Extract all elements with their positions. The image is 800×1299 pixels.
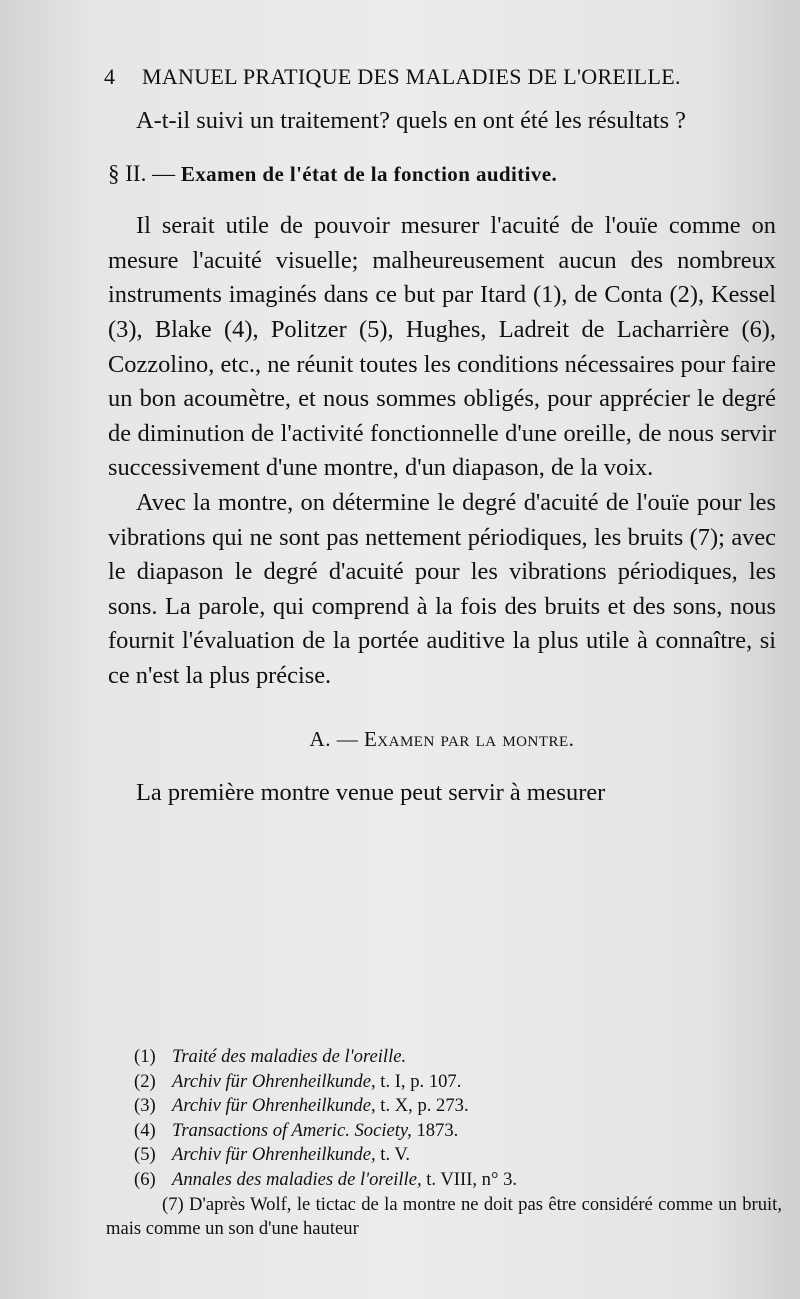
footnote-number: (4)	[134, 1119, 156, 1141]
subsection-heading	[108, 722, 776, 757]
footnote-title: Annales des maladies de l'oreille,	[172, 1168, 422, 1190]
footnote	[106, 1193, 782, 1242]
main-text	[108, 104, 776, 811]
paragraph-3: La première montre venue peut servir à mesurer	[136, 779, 606, 807]
paragraph-intro: A-t-il suivi un traitement? quels en ont été les résultats ?	[136, 107, 686, 134]
footnote-rest: t. V.	[375, 1144, 411, 1166]
footnote-title: Archiv für Ohrenheilkunde,	[172, 1070, 376, 1092]
footnote-rest: t. X, p. 273.	[375, 1095, 469, 1117]
footnote	[134, 1045, 782, 1070]
footnote-title: Traité des maladies de l'oreille.	[172, 1046, 407, 1067]
subsection-title: Examen par la montre.	[363, 726, 575, 751]
footnote	[134, 1094, 782, 1119]
paragraph-1: Il serait utile de pouvoir mesurer l'acuité de l'ouïe comme on mesure l'acuité visuelle; malheureusement aucun des nombreux instruments imaginés dans ce but par Itard (1), de Conta (2), Kessel (3), Blake (4), Politzer (5), Hughes, Ladreit de Lacharrière (6), Cozzolino, etc., ne réunit toutes les conditions nécessaires pour faire un bon acoumètre, et nous sommes obligés, pour apprécier le degré de diminution de l'activité fonctionnelle d'une oreille, de nous servir successivement d'une montre, d'un diapason, de la voix.	[108, 212, 776, 482]
section-title: Examen de l'état de la fonction auditive.	[180, 161, 558, 186]
footnote-rest: t. I, p. 107.	[375, 1070, 462, 1092]
paragraph-2: Avec la montre, on détermine le degré d'acuité de l'ouïe pour les vibrations qui ne sont pas nettement périodiques, les bruits (7); avec le diapason le degré d'acuité pour les vibrations périodiques, les sons. La parole, qui comprend à la fois des bruits et des sons, nous fournit l'évaluation de la portée auditive la plus utile à connaître, si ce n'est la plus précise.	[108, 488, 776, 689]
footnote	[134, 1119, 782, 1144]
footnote-number: (6)	[134, 1168, 156, 1190]
section-heading	[108, 157, 776, 192]
footnote-number: (1)	[134, 1046, 156, 1067]
footnote-number: (2)	[134, 1070, 156, 1092]
page-number: 4	[104, 64, 116, 89]
running-head	[104, 64, 784, 90]
footnote-rest: 1873.	[411, 1119, 459, 1141]
running-title: MANUEL PRATIQUE DES MALADIES DE L'OREILLE.	[142, 64, 681, 89]
footnote-number: (7)	[162, 1193, 184, 1215]
subsection-letter: A. —	[309, 726, 359, 751]
section-number: § II. —	[108, 160, 176, 186]
footnote-rest: t. VIII, n° 3.	[421, 1168, 518, 1190]
footnote-title: Transactions of Americ. Society,	[172, 1119, 412, 1141]
footnote-title: Archiv für Ohrenheilkunde,	[172, 1144, 376, 1166]
footnote	[134, 1070, 782, 1095]
footnote-rest: D'après Wolf, le tictac de la montre ne doit pas être considéré comme un bruit, mais comme un son d'une hauteur	[106, 1193, 782, 1240]
footnote-number: (3)	[134, 1095, 156, 1117]
footnotes	[106, 1045, 782, 1242]
footnote-title: Archiv für Ohrenheilkunde,	[172, 1095, 376, 1117]
footnote	[134, 1143, 782, 1168]
footnote-number: (5)	[134, 1144, 156, 1166]
footnote	[134, 1168, 782, 1193]
